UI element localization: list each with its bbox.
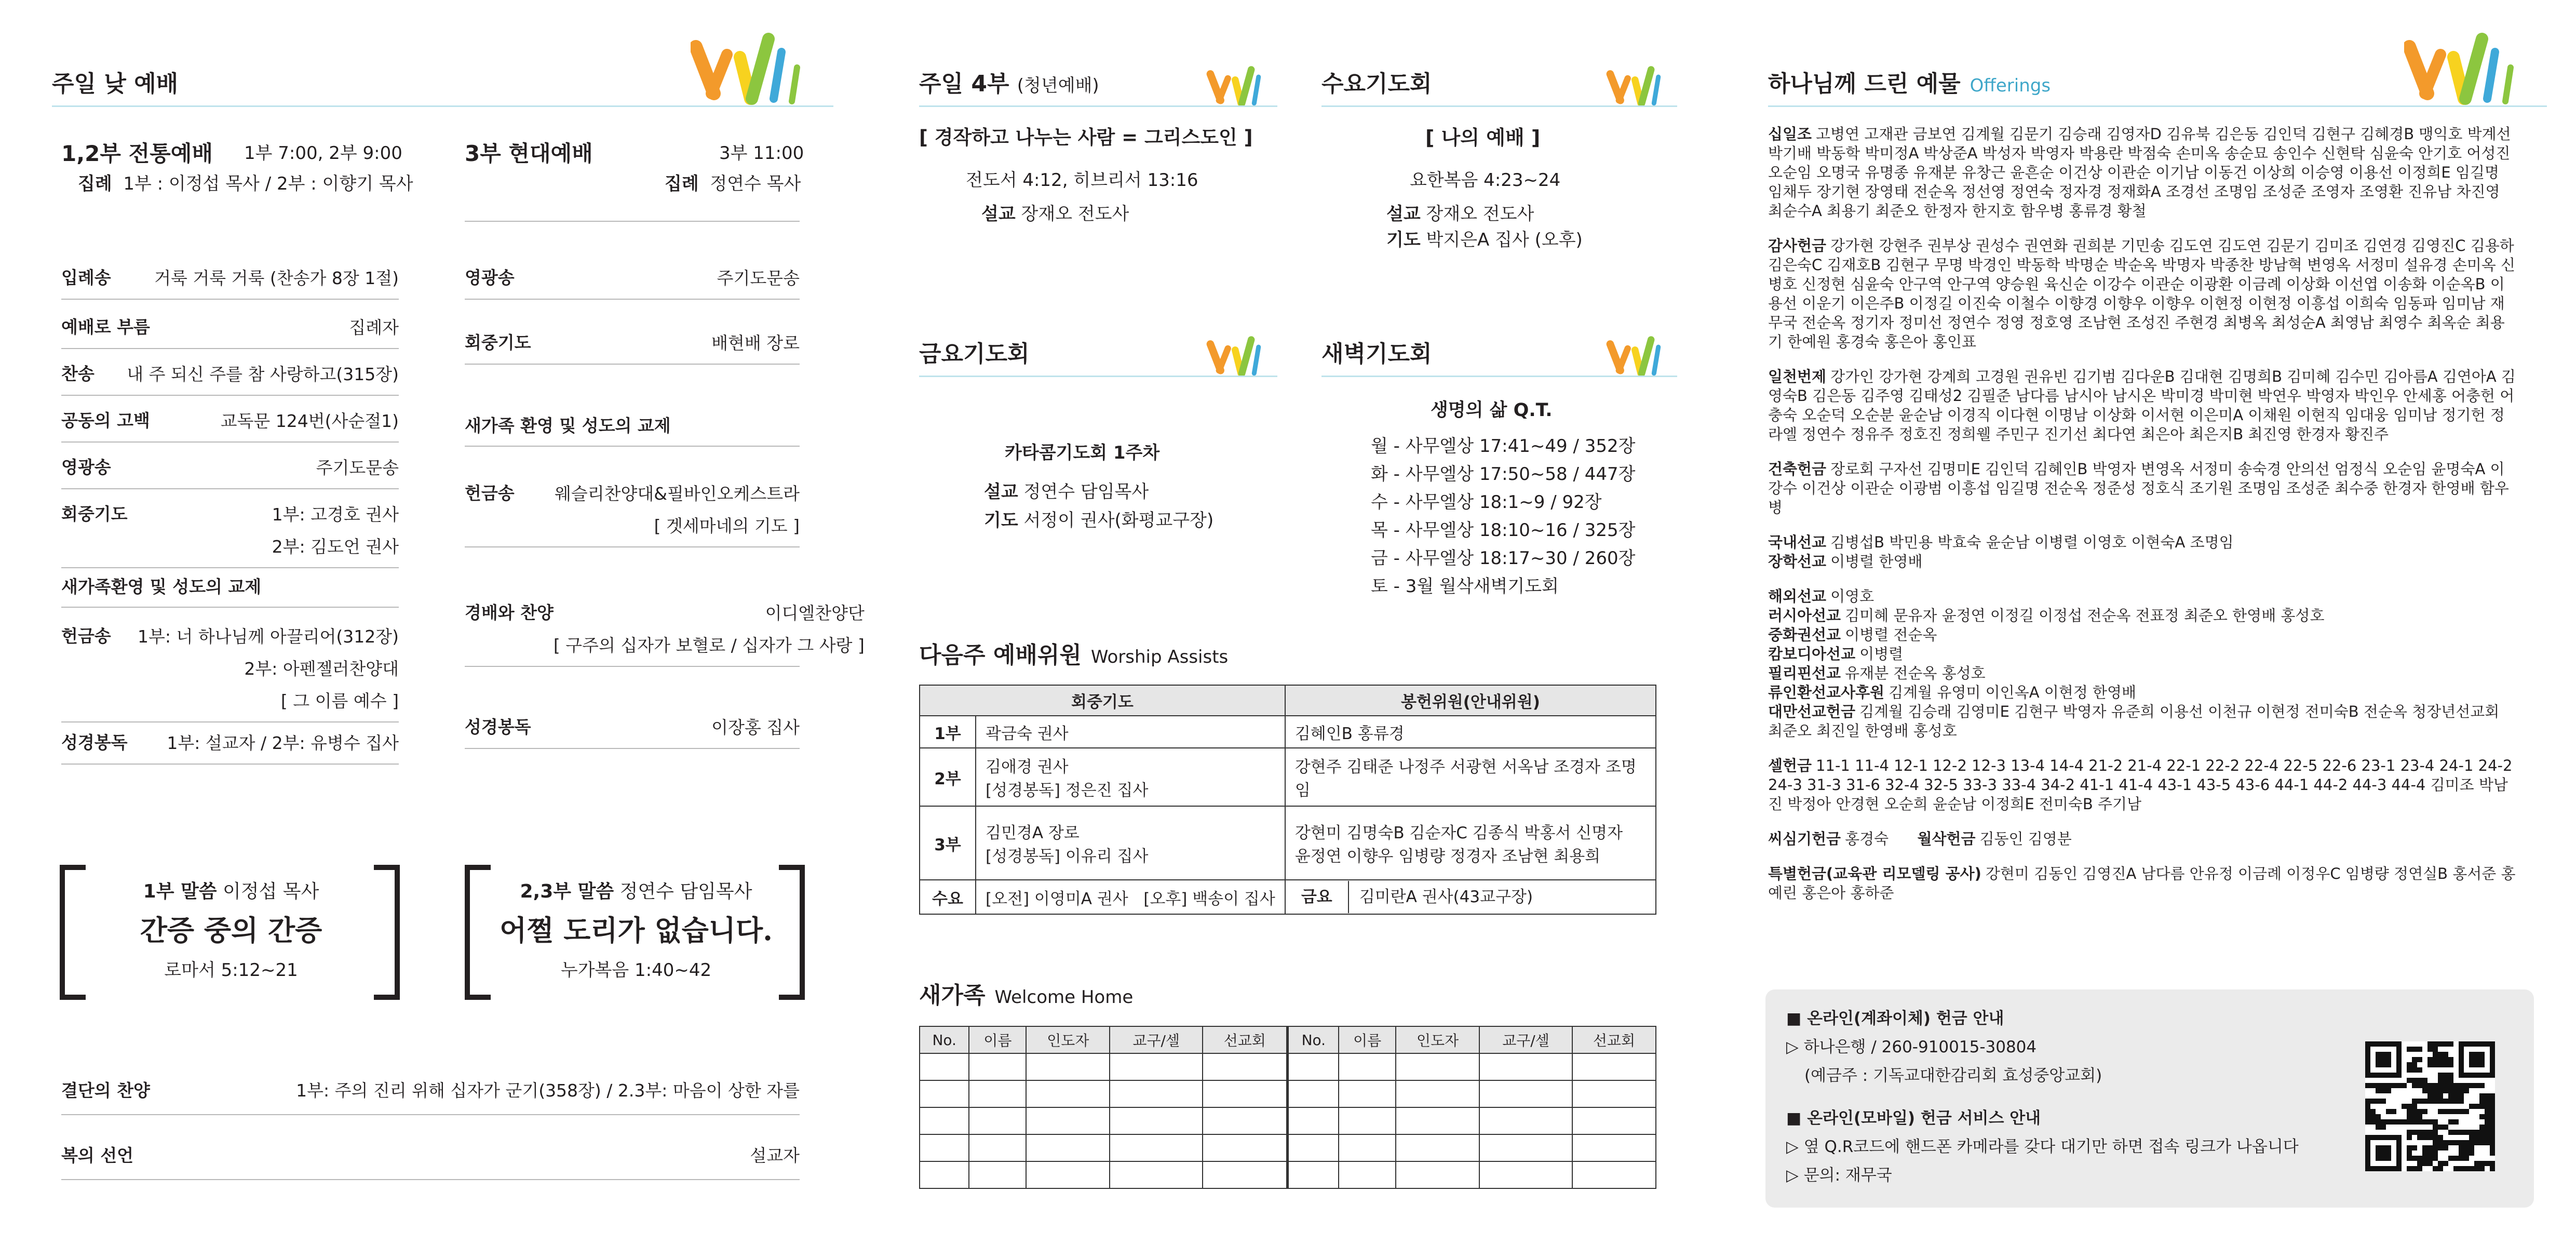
newcomer-cell[interactable]	[1479, 1134, 1572, 1161]
offering-building: 건축헌금 장로회 구자선 김명미E 김인덕 김혜인B 박영자 변영옥 서정미 송숙경 안의선 엄정식 오순임 윤명숙A 이강수 이건상 이관순 이광범 이흥섭 임길명 전순옥 정준성 정호식 조기원 조명임 조성준 최수중 한경자 한영배 함우병	[1768, 460, 2509, 516]
newcomer-cell[interactable]	[1110, 1080, 1203, 1107]
order-label: 헌금송	[465, 483, 515, 503]
wed-prayer: 기도 박지은A 집사 (오후)	[1386, 230, 1583, 250]
sermon-23: 2,3부 말씀 정연수 담임목사 어쩔 도리가 없습니다. 누가복음 1:40~42	[485, 877, 787, 981]
offering-seed: 씨심기헌금 홍경숙 월삭헌금 김동인 김영분	[1768, 830, 2072, 848]
newcomer-cell[interactable]	[1288, 1134, 1339, 1161]
order-row	[61, 262, 399, 300]
sermon-23-ref: 누가복음 1:40~42	[560, 960, 712, 981]
dawn-line: 화 - 사무엘상 17:50~58 / 447장	[1371, 464, 1636, 485]
dawn-line: 금 - 사무엘상 18:17~30 / 260장	[1371, 548, 1636, 569]
newcomer-cell[interactable]	[1110, 1053, 1203, 1080]
order-value: 이장홍 집사	[711, 717, 800, 738]
sermon-1-ref: 로마서 5:12~21	[164, 960, 298, 981]
s4-theme: [ 경작하고 나누는 사람 = 그리스도인 ]	[919, 126, 1253, 149]
newcomer-cell[interactable]	[1396, 1161, 1479, 1188]
offering-special: 특별헌금(교육관 리모델링 공사) 강현미 김동인 김영진A 남다름 안유정 이금례 이정우C 임병량 정연실B 홍서준 홍예린 홍은아 홍하준	[1768, 865, 2516, 902]
title-rule	[1321, 105, 1677, 107]
newcomer-header: 선교회	[1203, 1026, 1288, 1053]
contact: ▷ 문의: 재무국	[1786, 1166, 1892, 1185]
order-value: 배현배 장로	[711, 333, 800, 353]
newcomer-cell[interactable]	[920, 1161, 969, 1188]
newcomer-cell[interactable]	[1339, 1107, 1396, 1134]
fri-prayer: 기도 서정이 권사(화평교구장)	[984, 510, 1214, 531]
order-row	[465, 478, 800, 547]
newcomer-cell[interactable]	[1026, 1134, 1110, 1161]
dawn-title: 새벽기도회	[1321, 341, 1432, 367]
service-3-name: 3부 현대예배	[465, 141, 593, 166]
newcomer-cell[interactable]	[920, 1080, 969, 1107]
order-value: 거룩 거룩 거룩 (찬송가 8장 1절)	[154, 268, 399, 288]
offering-overseas: 해외선교 이영호 러시아선교 김미혜 문유자 윤정연 이정길 이정섭 전순옥 전표정 최준오 한영배 홍성호 중화권선교 이병렬 전순옥 캄보디아선교 이병렬 필리핀선교 유재분 전순옥 홍성호 류인환선교사후원 김계월 유영미 이인옥A 이현정 한영배 대만선교헌금 김계월 김승래 김영미E 김현구 박영자 유준희 이용선 이천규 이현정 전미숙B 전순옥 청장년선교회 최준오 최진일 한영배 홍성호	[1768, 587, 2500, 740]
order-row	[61, 571, 399, 608]
newcomer-cell[interactable]	[920, 1053, 969, 1080]
order-label: 헌금송	[61, 626, 111, 646]
title-rule	[919, 105, 1277, 107]
order-row	[465, 327, 800, 365]
newcomer-table	[919, 1026, 1656, 1189]
order-label: 경배와 찬양	[465, 603, 554, 623]
newcomer-cell[interactable]	[1396, 1134, 1479, 1161]
newcomer-cell[interactable]	[1203, 1134, 1288, 1161]
newcomer-cell[interactable]	[920, 1134, 969, 1161]
newcomer-cell[interactable]	[1026, 1107, 1110, 1134]
order-value: 주기도문송	[316, 458, 399, 478]
newcomer-cell[interactable]	[1339, 1053, 1396, 1080]
dawn-line: 목 - 사무엘상 18:10~16 / 325장	[1371, 520, 1636, 541]
benediction: 복의 선언 설교자	[61, 1132, 800, 1180]
account-holder: (예금주 : 기독교대한감리회 효성중앙교회)	[1804, 1066, 2102, 1085]
newcomer-cell[interactable]	[1572, 1080, 1656, 1107]
wed-ref: 요한복음 4:23~24	[1410, 170, 1561, 191]
church-logo	[691, 26, 810, 109]
newcomer-cell[interactable]	[969, 1161, 1026, 1188]
online-heading-2: ■ 온라인(모바일) 헌금 서비스 안내	[1786, 1109, 2041, 1128]
newcomer-cell[interactable]	[1572, 1134, 1656, 1161]
title-rule	[1768, 105, 2547, 107]
newcomer-cell[interactable]	[1396, 1053, 1479, 1080]
newcomer-cell[interactable]	[1572, 1161, 1656, 1188]
newcomer-cell[interactable]	[1288, 1080, 1339, 1107]
assist-title: 다음주 예배위원 Worship Assists	[919, 642, 1229, 668]
newcomer-cell[interactable]	[969, 1134, 1026, 1161]
newcomer-header: 교구/셀	[1479, 1026, 1572, 1053]
newcomer-cell[interactable]	[1339, 1134, 1396, 1161]
newcomer-header: No.	[1288, 1026, 1339, 1053]
newcomer-cell[interactable]	[1572, 1053, 1656, 1080]
newcomer-cell[interactable]	[1572, 1107, 1656, 1134]
offering-thanks: 감사헌금 강가현 강현주 권부상 권성수 권연화 권희분 기민송 김도연 김도연 김문기 김미조 김연경 김영진C 김용하 김은숙C 김재호B 김현구 무명 박경인 박동학 박명순 박순옥 박명자 박종찬 방남혁 변영옥 서정미 설유경 손미옥 신병호 신정현 심윤숙 안구역 안구역 양승원 육신순 이강수 이관순 이광환 이금례 이상화 이선엽 이송화 이순옥B 이용선 이운기 이은주B 이정길 이진숙 이철수 이향경 이향우 이향우 이현정 이현정 이흥섭 이희숙 임동파 임미남 재무국 전순옥 정기자 정미선 정연수 정영 정호영 조남현 조성진 주현경 최병옥 최성순A 최영남 최영수 최옥순 최용기 한예원 홍경숙 홍은아 홍인표	[1768, 237, 2516, 351]
order-label: 새가족 환영 및 성도의 교제	[465, 416, 671, 436]
newcomer-header: 이름	[969, 1026, 1026, 1053]
offering-tithe: 십일조 고병연 고재관 금보연 김계월 김문기 김승래 김영자D 김유북 김은동 김인덕 김현구 김혜경B 맹익호 박계선 박기배 박동학 박미정A 박상준A 박성자 박영자 박용란 박점숙 손미옥 송순묘 송인수 신현탁 심윤숙 안기호 어성진 오순임 오명국 유명종 유재분 유창근 윤흔순 이건상 이관순 이기남 이동건 이상희 이승영 이용선 이정희E 임길명 임채두 장기현 장영태 전순옥 정선영 정연숙 정자경 정재화A 조경선 조명임 조성준 조영자 조영환 진유남 차진영 최순수A 최용기 최준오 한정자 한지호 함우병 홍류경 황철	[1768, 125, 2511, 220]
dawn-theme: 생명의 삶 Q.T.	[1431, 400, 1553, 421]
fri-theme: 카타콤기도회 1주차	[1005, 443, 1160, 463]
newcomer-cell[interactable]	[1479, 1161, 1572, 1188]
sermon-1: 1부 말씀 이정섭 목사 간증 중의 간증 로마서 5:12~21	[83, 877, 379, 981]
newcomer-cell[interactable]	[1110, 1107, 1203, 1134]
newcomer-row	[920, 1161, 1656, 1188]
newcomer-cell[interactable]	[1203, 1053, 1288, 1080]
fri-title: 금요기도회	[919, 341, 1030, 367]
newcomer-cell[interactable]	[1396, 1080, 1479, 1107]
divider	[465, 221, 800, 222]
order-value: 1부: 설교자 / 2부: 유병수 집사	[167, 733, 399, 753]
newcomer-header: 교구/셀	[1110, 1026, 1203, 1053]
order-row	[61, 358, 399, 396]
order-label: 성경봉독	[465, 717, 531, 737]
newcomer-cell[interactable]	[1026, 1053, 1110, 1080]
s4-preacher: 설교 장재오 전도사	[981, 204, 1129, 224]
sermon-1-title: 간증 중의 간증	[140, 914, 322, 947]
order-row	[61, 312, 399, 349]
newcomer-cell[interactable]	[1339, 1161, 1396, 1188]
newcomer-row	[920, 1134, 1656, 1161]
service-3-time: 3부 11:00	[719, 143, 804, 164]
order-row	[465, 712, 800, 749]
order-row	[465, 262, 800, 300]
order-label: 입례송	[61, 267, 111, 288]
order-label: 찬송	[61, 364, 95, 384]
newcomer-cell[interactable]	[1479, 1080, 1572, 1107]
offering-cell: 셀헌금 11-1 11-4 12-1 12-2 12-3 13-4 14-4 21-2 21-4 22-1 22-2 22-4 22-5 22-6 23-1 23-4 24-1 24-2 24-3 31-3 31-6 32-4 32-5 33-3 33-4 34-2 41-1 41-4 43-1 43-5 43-6 44-1 44-2 44-3 44-4 김미조 박남진 박정아 안경현 오순희 윤순남 이정희E 전미숙B 주기남	[1768, 757, 2513, 813]
newcomer-cell[interactable]	[1203, 1161, 1288, 1188]
order-label: 예배로 부름	[61, 317, 150, 337]
newcomer-row	[920, 1080, 1656, 1107]
offering-title: 하나님께 드린 예물 Offerings	[1768, 71, 2051, 97]
order-label: 영광송	[465, 267, 515, 288]
newcomer-cell[interactable]	[1479, 1053, 1572, 1080]
church-logo	[1205, 62, 1277, 109]
order-value: 교독문 124번(사순절1)	[220, 411, 399, 431]
newcomer-row	[920, 1053, 1656, 1080]
title-rule	[1321, 376, 1677, 377]
newcomer-cell[interactable]	[1396, 1107, 1479, 1134]
closing-song: 결단의 찬양 1부: 주의 진리 위해 십자가 군기(358장) / 2.3부: 마음이 상한 자를	[61, 1067, 800, 1115]
s4-ref: 전도서 4:12, 히브리서 13:16	[966, 170, 1198, 191]
qr-instruction: ▷ 옆 Q.R코드에 핸드폰 카메라를 갖다 대기만 하면 접속 링크가 나옵니다	[1786, 1137, 2299, 1156]
order-label: 영광송	[61, 457, 111, 477]
dawn-line: 수 - 사무엘상 18:1~9 / 92장	[1371, 492, 1602, 513]
newcomer-cell[interactable]	[1026, 1161, 1110, 1188]
bracket-left	[60, 865, 86, 1000]
s4-title: 주일 4부 (청년예배)	[919, 71, 1099, 97]
wed-theme: [ 나의 예배 ]	[1425, 126, 1541, 149]
online-heading-1: ■ 온라인(계좌이체) 헌금 안내	[1786, 1009, 2004, 1028]
wed-preacher: 설교 장재오 전도사	[1386, 204, 1534, 224]
newcomer-cell[interactable]	[1479, 1107, 1572, 1134]
newcomer-header: 인도자	[1396, 1026, 1479, 1053]
service-12-lead: 집례 1부 : 이정섭 목사 / 2부 : 이향기 목사	[78, 173, 413, 194]
newcomer-header: 이름	[1339, 1026, 1396, 1053]
order-value: 이디엘찬양단 [ 구주의 십자가 보혈로 / 십자가 그 사랑 ]	[553, 603, 865, 655]
order-value: 집례자	[349, 317, 399, 338]
order-row	[61, 405, 399, 443]
assist-table: 회중기도 봉헌위원(안내위원) 1부 곽금숙 권사 김혜인B 홍류경 2부 김애경 권사 [성경봉독] 정은진 집사 강현주 김태준 나정주 서광현 서옥남 조경자 조명임 3부 김민경A 장로 [성경봉독] 이유리 집사 강현미 김명숙B 김순자C 김종식 박홍서 신명자 윤정연 이향우 임병량 정경자 조남현 최용희 수요 [오전] 이영미A 권사 [오후] 백송이 집사 금요 김미란A 권사(43교구장)	[919, 685, 1656, 915]
title-rule	[919, 376, 1277, 377]
service-12-name: 1,2부 전통예배	[61, 141, 213, 166]
order-value: 주기도문송	[717, 268, 800, 288]
sunday-title: 주일 낮 예배	[52, 71, 179, 97]
order-row	[61, 621, 399, 722]
order-row	[61, 499, 399, 568]
newcomer-cell[interactable]	[920, 1107, 969, 1134]
bank-account: ▷ 하나은행 / 260-910015-30804	[1786, 1038, 2037, 1056]
order-row	[61, 452, 399, 489]
church-logo	[1604, 332, 1677, 379]
order-value: 1부: 고경호 권사 2부: 김도언 권사	[272, 504, 399, 557]
order-value: 웨슬리찬양대&필바인오케스트라 [ 겟세마네의 기도 ]	[554, 484, 800, 536]
newcomer-cell[interactable]	[1026, 1080, 1110, 1107]
order-row	[61, 727, 399, 765]
newcomer-cell[interactable]	[1288, 1107, 1339, 1134]
church-logo	[1205, 332, 1277, 379]
order-value: 1부: 너 하나님께 아끌리어(312장) 2부: 아펜젤러찬양대 [ 그 이름 예수 ]	[138, 626, 399, 711]
dawn-schedule	[1371, 432, 1635, 600]
newcomer-header: 인도자	[1026, 1026, 1110, 1053]
order-label: 새가족환영 및 성도의 교제	[61, 577, 262, 597]
newcomer-cell[interactable]	[1288, 1053, 1339, 1080]
newcomer-title: 새가족 Welcome Home	[919, 982, 1134, 1009]
order-label: 공동의 고백	[61, 410, 150, 431]
newcomer-cell[interactable]	[1339, 1080, 1396, 1107]
qr-code[interactable]	[2365, 1041, 2495, 1171]
newcomer-cell[interactable]	[1203, 1107, 1288, 1134]
order-value: 내 주 되신 주를 참 사랑하고(315장)	[127, 364, 399, 384]
newcomer-cell[interactable]	[1288, 1161, 1339, 1188]
newcomer-row	[920, 1107, 1656, 1134]
online-giving-box	[1765, 989, 2534, 1208]
newcomer-cell[interactable]	[1110, 1161, 1203, 1188]
newcomer-cell[interactable]	[1203, 1080, 1288, 1107]
sermon-23-title: 어쩔 도리가 없습니다.	[500, 914, 773, 947]
dawn-line: 토 - 3월 월삭새벽기도회	[1371, 576, 1559, 597]
order-label: 회중기도	[61, 504, 128, 524]
title-rule	[52, 105, 833, 107]
order-label: 회중기도	[465, 332, 531, 353]
order-row	[465, 410, 800, 447]
newcomer-cell[interactable]	[969, 1080, 1026, 1107]
church-logo	[1604, 62, 1677, 109]
newcomer-header: 선교회	[1572, 1026, 1656, 1053]
order-label: 성경봉독	[61, 732, 128, 753]
newcomer-cell[interactable]	[1110, 1134, 1203, 1161]
newcomer-cell[interactable]	[969, 1107, 1026, 1134]
order-row	[465, 597, 865, 667]
church-logo	[2404, 26, 2524, 109]
service-12-time: 1부 7:00, 2부 9:00	[244, 143, 402, 164]
service-3-lead: 집례 정연수 목사	[665, 173, 801, 194]
offering-list	[1768, 125, 2516, 918]
wed-title: 수요기도회	[1321, 71, 1432, 97]
fri-preacher: 설교 정연수 담임목사	[984, 481, 1149, 502]
newcomer-header: No.	[920, 1026, 969, 1053]
newcomer-cell[interactable]	[969, 1053, 1026, 1080]
offering-thousand: 일천번제 강가인 강가현 강계희 고경원 권유빈 김기범 김다운B 김대현 김명희B 김미혜 김수민 김아름A 김연아A 김영숙B 김은동 김주영 김태성2 김필준 남다름 남시아 남시온 박미경 박미현 박연우 박영자 박인우 안세홍 어충헌 어충숙 오순덕 오순분 윤순남 이경직 이다현 이명남 이상화 이서현 이은미A 이채원 이현직 임대웅 임미남 정기헌 정라엘 정연수 정유주 정호진 정희웰 주민구 진기선 최다연 최은아 최은지B 최진영 한경자 황진주	[1768, 368, 2516, 443]
offering-domestic: 국내선교 김병섭B 박민용 박효숙 윤순남 이병렬 이영호 이현숙A 조명임 장학선교 이병렬 한영배	[1768, 533, 2234, 570]
dawn-line: 월 - 사무엘상 17:41~49 / 352장	[1371, 436, 1636, 457]
